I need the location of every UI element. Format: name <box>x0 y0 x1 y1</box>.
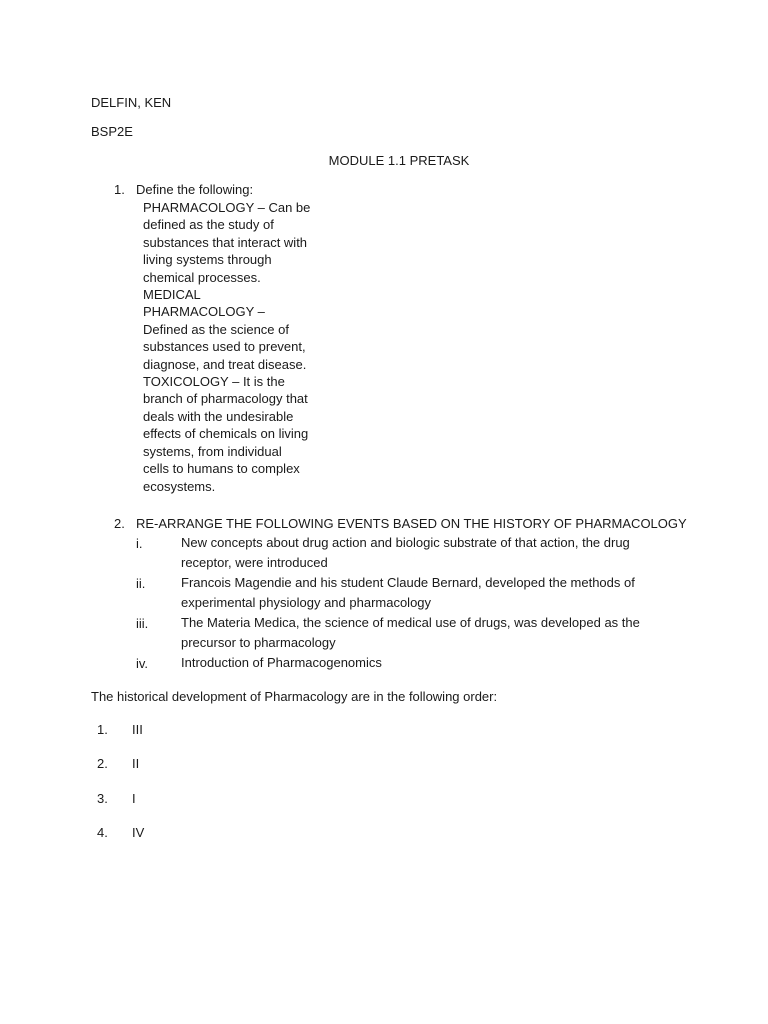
question-1-label: Define the following: <box>136 182 254 197</box>
event-text: The Materia Medica, the science of medical use of drugs, was developed as the precursor to pharmacology <box>181 615 640 650</box>
definition-toxicology: TOXICOLOGY – It is the branch of pharmacology that deals with the undesirable effects of chemicals on living systems, from individual cells to humans to complex ecosystems. <box>143 374 309 494</box>
event-text: Francois Magendie and his student Claude Bernard, developed the methods of experimental physiology and pharmacology <box>181 575 635 610</box>
order-value: II <box>132 756 140 771</box>
order-value: IV <box>132 825 145 840</box>
student-section: BSP2E <box>91 124 133 139</box>
event-text: New concepts about drug action and biologic substrate of that action, the drug receptor, were introduced <box>181 535 630 570</box>
question-2-label: RE-ARRANGE THE FOLLOWING EVENTS BASED ON THE HISTORY OF PHARMACOLOGY <box>136 516 687 531</box>
event-number: i. <box>136 536 143 551</box>
event-text: Introduction of Pharmacogenomics <box>181 655 382 670</box>
order-value: III <box>132 722 143 737</box>
order-number: 2. <box>97 756 108 771</box>
document-title: MODULE 1.1 PRETASK <box>328 153 470 168</box>
question-1-number: 1. <box>114 182 125 197</box>
event-number: iv. <box>136 656 149 671</box>
order-number: 4. <box>97 825 108 840</box>
question-2-number: 2. <box>114 516 125 531</box>
definitions-list <box>143 199 311 495</box>
definition-pharmacology: PHARMACOLOGY – Can be defined as the study of substances that interact with living systems through chemical processes. <box>143 200 311 285</box>
order-value: I <box>132 791 136 806</box>
event-number: iii. <box>136 616 149 631</box>
student-name: DELFIN, KEN <box>91 95 172 110</box>
order-intro: The historical development of Pharmacology are in the following order: <box>91 689 498 704</box>
order-number: 3. <box>97 791 108 806</box>
order-number: 1. <box>97 722 108 737</box>
definition-medical-pharmacology: MEDICAL PHARMACOLOGY – Defined as the science of substances used to prevent, diagnose, and treat disease. <box>143 287 307 372</box>
event-number: ii. <box>136 576 146 591</box>
